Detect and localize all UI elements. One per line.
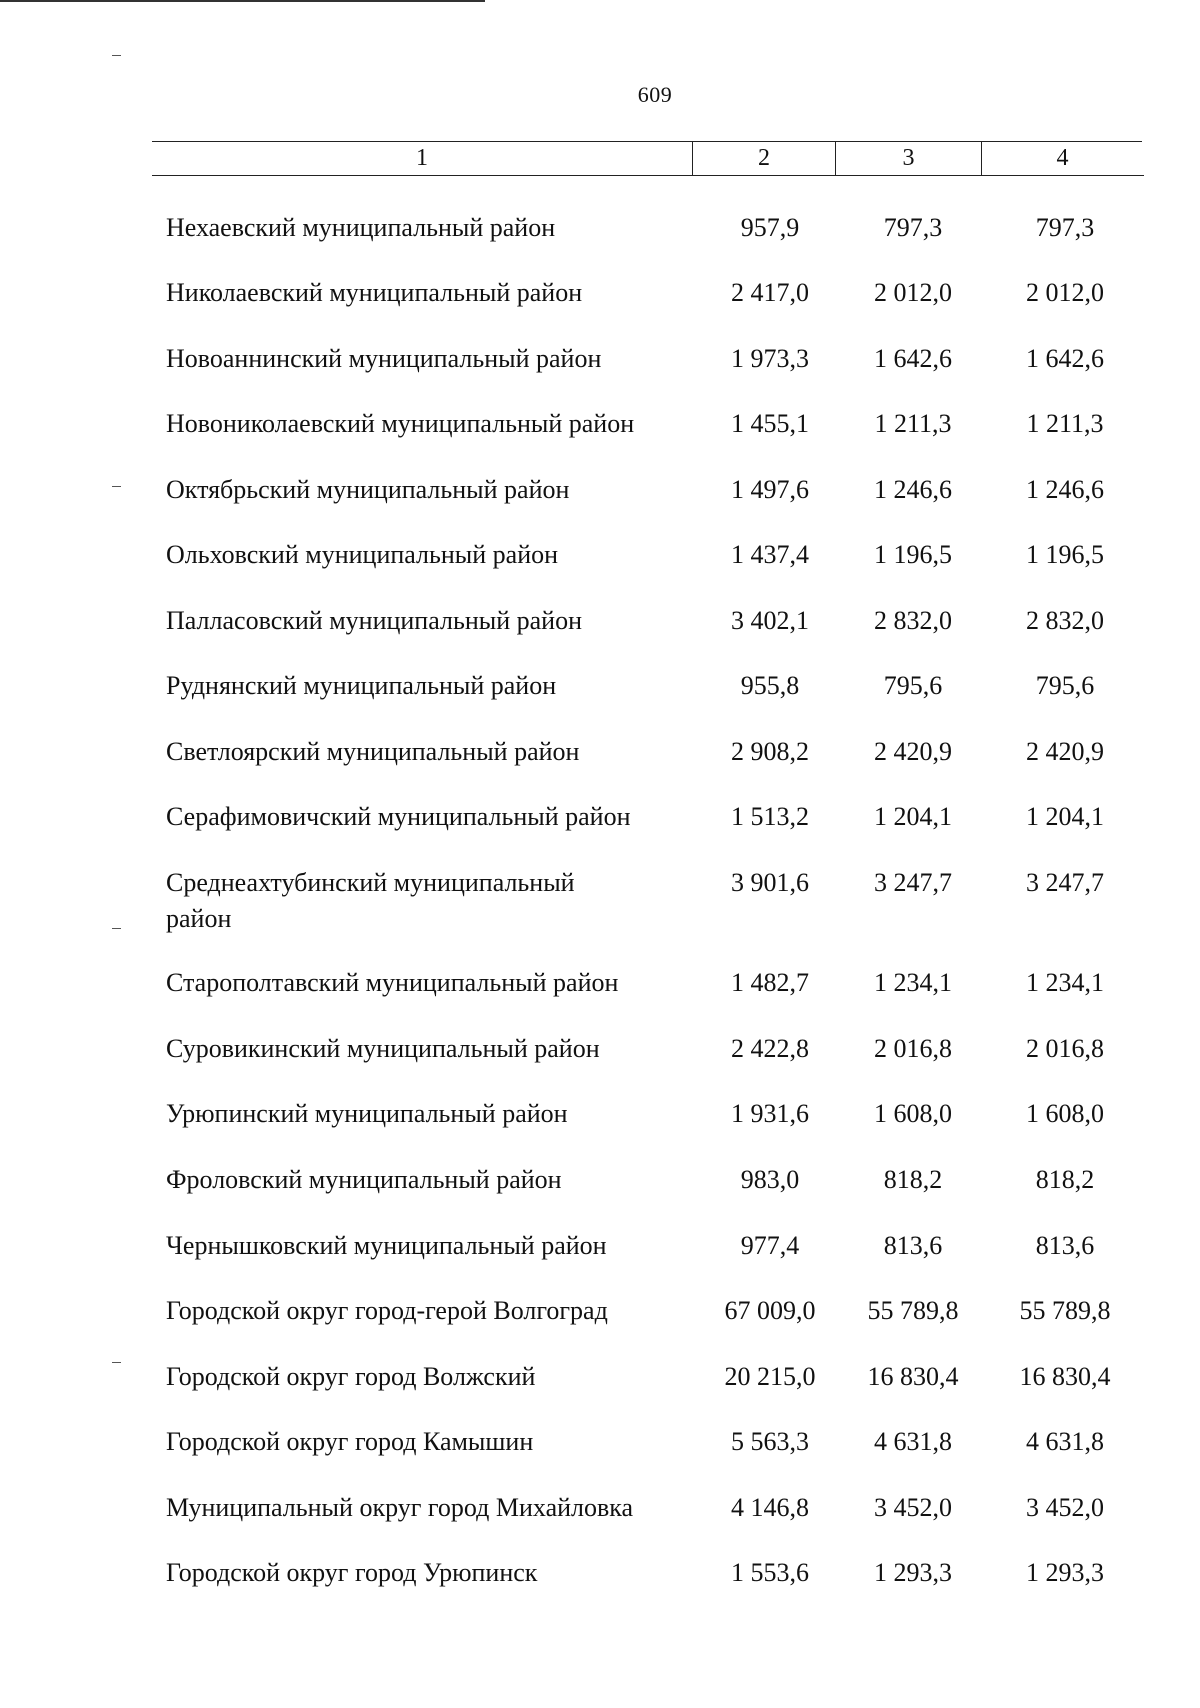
row-value-col3: 3 247,7 xyxy=(874,868,952,897)
row-value-col3: 1 642,6 xyxy=(874,344,952,373)
row-name: Светлоярский муниципальный район xyxy=(166,737,580,766)
row-value-col4: 813,6 xyxy=(1035,1231,1095,1260)
row-value-col4: 1 196,5 xyxy=(1026,540,1104,569)
row-value-col4: 2 832,0 xyxy=(1026,606,1104,635)
row-value-col2: 4 146,8 xyxy=(731,1493,809,1522)
row-value-col4: 16 830,4 xyxy=(1019,1362,1111,1391)
row-name: Новониколаевский муниципальный район xyxy=(166,409,635,438)
row-value-col3: 1 293,3 xyxy=(874,1558,952,1587)
row-value-col4: 3 452,0 xyxy=(1026,1493,1104,1522)
row-name: Николаевский муниципальный район xyxy=(166,278,583,307)
row-value-col2: 2 422,8 xyxy=(731,1034,809,1063)
row-value-col3: 55 789,8 xyxy=(867,1296,959,1325)
row-value-col3: 2 016,8 xyxy=(874,1034,952,1063)
row-name: Ольховский муниципальный район xyxy=(166,540,559,569)
row-value-col4: 1 204,1 xyxy=(1026,802,1104,831)
row-value-col3: 3 452,0 xyxy=(874,1493,952,1522)
row-name: Октябрьский муниципальный район xyxy=(166,475,570,504)
row-name: Суровикинский муниципальный район xyxy=(166,1034,600,1063)
row-value-col2: 1 497,6 xyxy=(731,475,809,504)
row-name: Руднянский муниципальный район xyxy=(166,671,557,700)
row-value-col4: 2 016,8 xyxy=(1026,1034,1104,1063)
row-value-col3: 1 608,0 xyxy=(874,1099,952,1128)
row-value-col4: 1 608,0 xyxy=(1026,1099,1104,1128)
row-value-col4: 1 234,1 xyxy=(1026,968,1104,997)
row-value-col3: 2 012,0 xyxy=(874,278,952,307)
row-value-col3: 795,6 xyxy=(883,671,943,700)
row-value-col2: 1 553,6 xyxy=(731,1558,809,1587)
row-value-col3: 813,6 xyxy=(883,1231,943,1260)
row-name: Новоаннинский муниципальный район xyxy=(166,344,602,373)
row-name: Серафимовичский муниципальный район xyxy=(166,802,631,831)
row-name: Нехаевский муниципальный район xyxy=(166,213,556,242)
row-value-col2: 977,4 xyxy=(740,1231,800,1260)
row-value-col3: 1 196,5 xyxy=(874,540,952,569)
row-name: Фроловский муниципальный район xyxy=(166,1165,562,1194)
column-header-4: 4 xyxy=(1056,145,1069,171)
row-value-col4: 1 211,3 xyxy=(1026,409,1104,438)
row-name: Старополтавский муниципальный район xyxy=(166,968,619,997)
row-value-col4: 4 631,8 xyxy=(1026,1427,1104,1456)
row-value-col3: 4 631,8 xyxy=(874,1427,952,1456)
row-value-col4: 818,2 xyxy=(1035,1165,1095,1194)
row-value-col4: 795,6 xyxy=(1035,671,1095,700)
row-value-col4: 3 247,7 xyxy=(1026,868,1104,897)
row-value-col4: 1 642,6 xyxy=(1026,344,1104,373)
column-header-3: 3 xyxy=(902,145,915,171)
row-value-col2: 1 931,6 xyxy=(731,1099,809,1128)
column-header-2: 2 xyxy=(758,145,770,171)
row-value-col2: 1 973,3 xyxy=(731,344,809,373)
row-name: Среднеахтубинский муниципальный район xyxy=(166,868,575,933)
row-value-col2: 957,9 xyxy=(740,213,800,242)
row-value-col3: 2 832,0 xyxy=(874,606,952,635)
row-name: Палласовский муниципальный район xyxy=(166,606,582,635)
row-value-col2: 5 563,3 xyxy=(731,1427,809,1456)
page-number: 609 xyxy=(637,82,673,107)
row-value-col2: 1 482,7 xyxy=(731,968,809,997)
row-name: Городской округ город-герой Волгоград xyxy=(166,1296,608,1325)
row-name: Городской округ город Урюпинск xyxy=(166,1558,538,1587)
row-value-col3: 1 234,1 xyxy=(874,968,952,997)
row-value-col2: 1 437,4 xyxy=(731,540,809,569)
row-name: Городской округ город Камышин xyxy=(166,1427,534,1456)
row-value-col3: 797,3 xyxy=(883,213,943,242)
row-name: Чернышковский муниципальный район xyxy=(166,1231,607,1260)
row-name: Урюпинский муниципальный район xyxy=(166,1099,568,1128)
row-value-col3: 1 211,3 xyxy=(874,409,952,438)
row-value-col2: 955,8 xyxy=(740,671,800,700)
row-value-col4: 797,3 xyxy=(1035,213,1095,242)
row-value-col3: 16 830,4 xyxy=(867,1362,959,1391)
row-value-col3: 2 420,9 xyxy=(874,737,952,766)
column-header-1: 1 xyxy=(416,145,428,171)
row-value-col2: 2 908,2 xyxy=(731,737,809,766)
row-value-col3: 818,2 xyxy=(883,1165,943,1194)
row-value-col4: 2 420,9 xyxy=(1026,737,1104,766)
row-value-col2: 67 009,0 xyxy=(724,1296,816,1325)
row-value-col2: 3 402,1 xyxy=(731,606,809,635)
row-value-col2: 2 417,0 xyxy=(731,278,809,307)
row-value-col2: 20 215,0 xyxy=(724,1362,816,1391)
row-name: Муниципальный округ город Михайловка xyxy=(166,1493,634,1522)
row-value-col4: 1 246,6 xyxy=(1026,475,1104,504)
row-value-col2: 983,0 xyxy=(740,1165,800,1194)
row-value-col2: 3 901,6 xyxy=(731,868,809,897)
row-name: Городской округ город Волжский xyxy=(166,1362,536,1391)
row-value-col2: 1 513,2 xyxy=(731,802,809,831)
row-value-col4: 2 012,0 xyxy=(1026,278,1104,307)
row-value-col3: 1 204,1 xyxy=(874,802,952,831)
row-value-col4: 55 789,8 xyxy=(1019,1296,1111,1325)
row-value-col2: 1 455,1 xyxy=(731,409,809,438)
row-value-col4: 1 293,3 xyxy=(1026,1558,1104,1587)
row-value-col3: 1 246,6 xyxy=(874,475,952,504)
